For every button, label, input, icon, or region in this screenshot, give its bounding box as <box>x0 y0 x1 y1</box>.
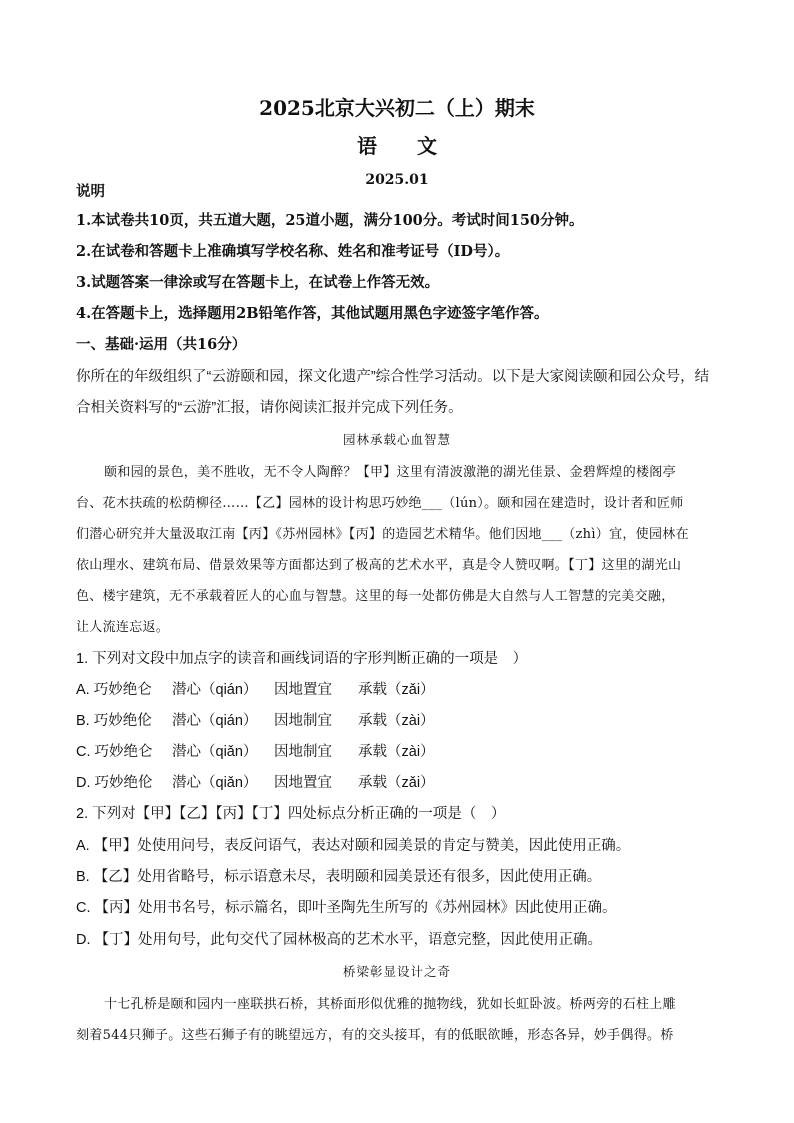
passage-1-line-6: 让人流连忘返。 <box>76 620 170 635</box>
instruction-item-3: 3.试题答案一律涂或写在答题卡上，在试卷上作答无效。 <box>76 274 440 291</box>
option-pinyin: 潜心（qián） <box>172 713 258 729</box>
passage-1-line-3: 们潜心研究并大量汲取江南【丙】《苏州园林》【丙】的造园艺术精华。他们因地___（zhì）宜，使园林在 <box>76 527 689 542</box>
passage-1-line-5: 色、楼宇建筑，无不承载着匠人的心血与智慧。这里的每一处都仿佛是大自然与人工智慧的完美交融， <box>76 589 675 604</box>
question-1-option-c <box>76 740 435 761</box>
option-pinyin: 承载（zǎi） <box>358 682 435 698</box>
question-2-option-b: B. 【乙】处用省略号，标示语意未尽，表明颐和园美景还有很多，因此使用正确。 <box>76 869 602 885</box>
question-2-option-d: D. 【丁】处用句号，此句交代了园林极高的艺术水平，语意完整，因此使用正确。 <box>76 932 603 948</box>
subject-title: 语 文 <box>357 134 437 158</box>
section-intro-line-2: 合相关资料写的“云游”汇报，请你阅读汇报并完成下列任务。 <box>76 400 463 416</box>
option-pinyin: 承载（zài） <box>358 713 435 729</box>
passage-2-title: 桥梁彰显设计之奇 <box>342 964 451 979</box>
instruction-item-4: 4.在答题卡上，选择题用2B铅笔作答，其他试题用黑色字迹签字笔作答。 <box>76 305 549 322</box>
question-1-option-a <box>76 678 435 699</box>
option-pinyin: 潜心（qiǎn） <box>172 744 258 760</box>
option-pinyin: 承载（zài） <box>358 744 435 760</box>
instruction-item-1: 1.本试卷共10页，共五道大题，25道小题，满分100分。考试时间150分钟。 <box>76 212 584 229</box>
instruction-item-2: 2.在试卷和答题卡上准确填写学校名称、姓名和准考证号（ID号）。 <box>76 243 510 260</box>
option-word: B. 巧妙绝伦 <box>76 713 152 729</box>
section-intro-line-1: 你所在的年级组织了“云游颐和园，探文化遗产”综合性学习活动。以下是大家阅读颐和园公众号，结 <box>76 369 710 385</box>
option-word: A. 巧妙绝仑 <box>76 682 152 698</box>
option-word: 因地置宜 <box>274 682 332 698</box>
section-heading: 一、基础·运用（共16分） <box>76 336 247 353</box>
option-pinyin: 潜心（qián） <box>172 682 258 698</box>
passage-1-title: 园林承载心血智慧 <box>342 432 451 447</box>
exam-title: 2025北京大兴初二（上）期末 <box>259 96 535 120</box>
question-2-option-a: A. 【甲】处使用问号，表反问语气，表达对颐和园美景的肯定与赞美，因此使用正确。 <box>76 838 631 854</box>
question-1-option-d <box>76 771 435 792</box>
exam-date: 2025.01 <box>365 172 429 188</box>
option-word: 因地制宜 <box>274 744 332 760</box>
question-2-stem: 2. 下列对【甲】【乙】【丙】【丁】四处标点分析正确的一项是（ ） <box>76 806 506 822</box>
option-word: 因地制宜 <box>274 713 332 729</box>
option-pinyin: 承载（zǎi） <box>358 775 435 791</box>
question-2-option-c: C. 【丙】处用书名号，标示篇名，即叶圣陶先生所写的《苏州园林》因此使用正确。 <box>76 900 617 916</box>
option-word: C. 巧妙绝仑 <box>76 744 153 760</box>
passage-1-line-2: 台、花木扶疏的松荫柳径……【乙】园林的设计构思巧妙绝___（lún）。颐和园在建造时，设计者和匠师 <box>76 496 684 511</box>
question-1-option-b <box>76 709 435 730</box>
option-word: 因地置宜 <box>274 775 332 791</box>
passage-1-line-4: 依山理水、建筑布局、借景效果等方面都达到了极高的艺术水平，真是令人赞叹啊。【丁】这里的湖光山 <box>76 558 682 573</box>
question-1-stem: 1. 下列对文段中加点字的读音和画线词语的字形判断正确的一项是 ） <box>76 651 528 667</box>
passage-2-line-2: 刻着544只狮子。这些石狮子有的眺望远方，有的交头接耳，有的低眠欲睡，形态各异，妙手偶得。桥 <box>76 1028 674 1043</box>
instructions-heading: 说明 <box>76 183 105 200</box>
option-pinyin: 潜心（qiǎn） <box>172 775 258 791</box>
passage-1-line-1: 颐和园的景色，美不胜收，无不令人陶醉？【甲】这里有清波激滟的湖光佳景、金碧辉煌的楼阁亭 <box>104 465 676 480</box>
option-word: D. 巧妙绝伦 <box>76 775 153 791</box>
passage-2-line-1: 十七孔桥是颐和园内一座联拱石桥，其桥面形似优雅的抛物线，犹如长虹卧波。桥两旁的石柱上雕 <box>104 997 676 1012</box>
